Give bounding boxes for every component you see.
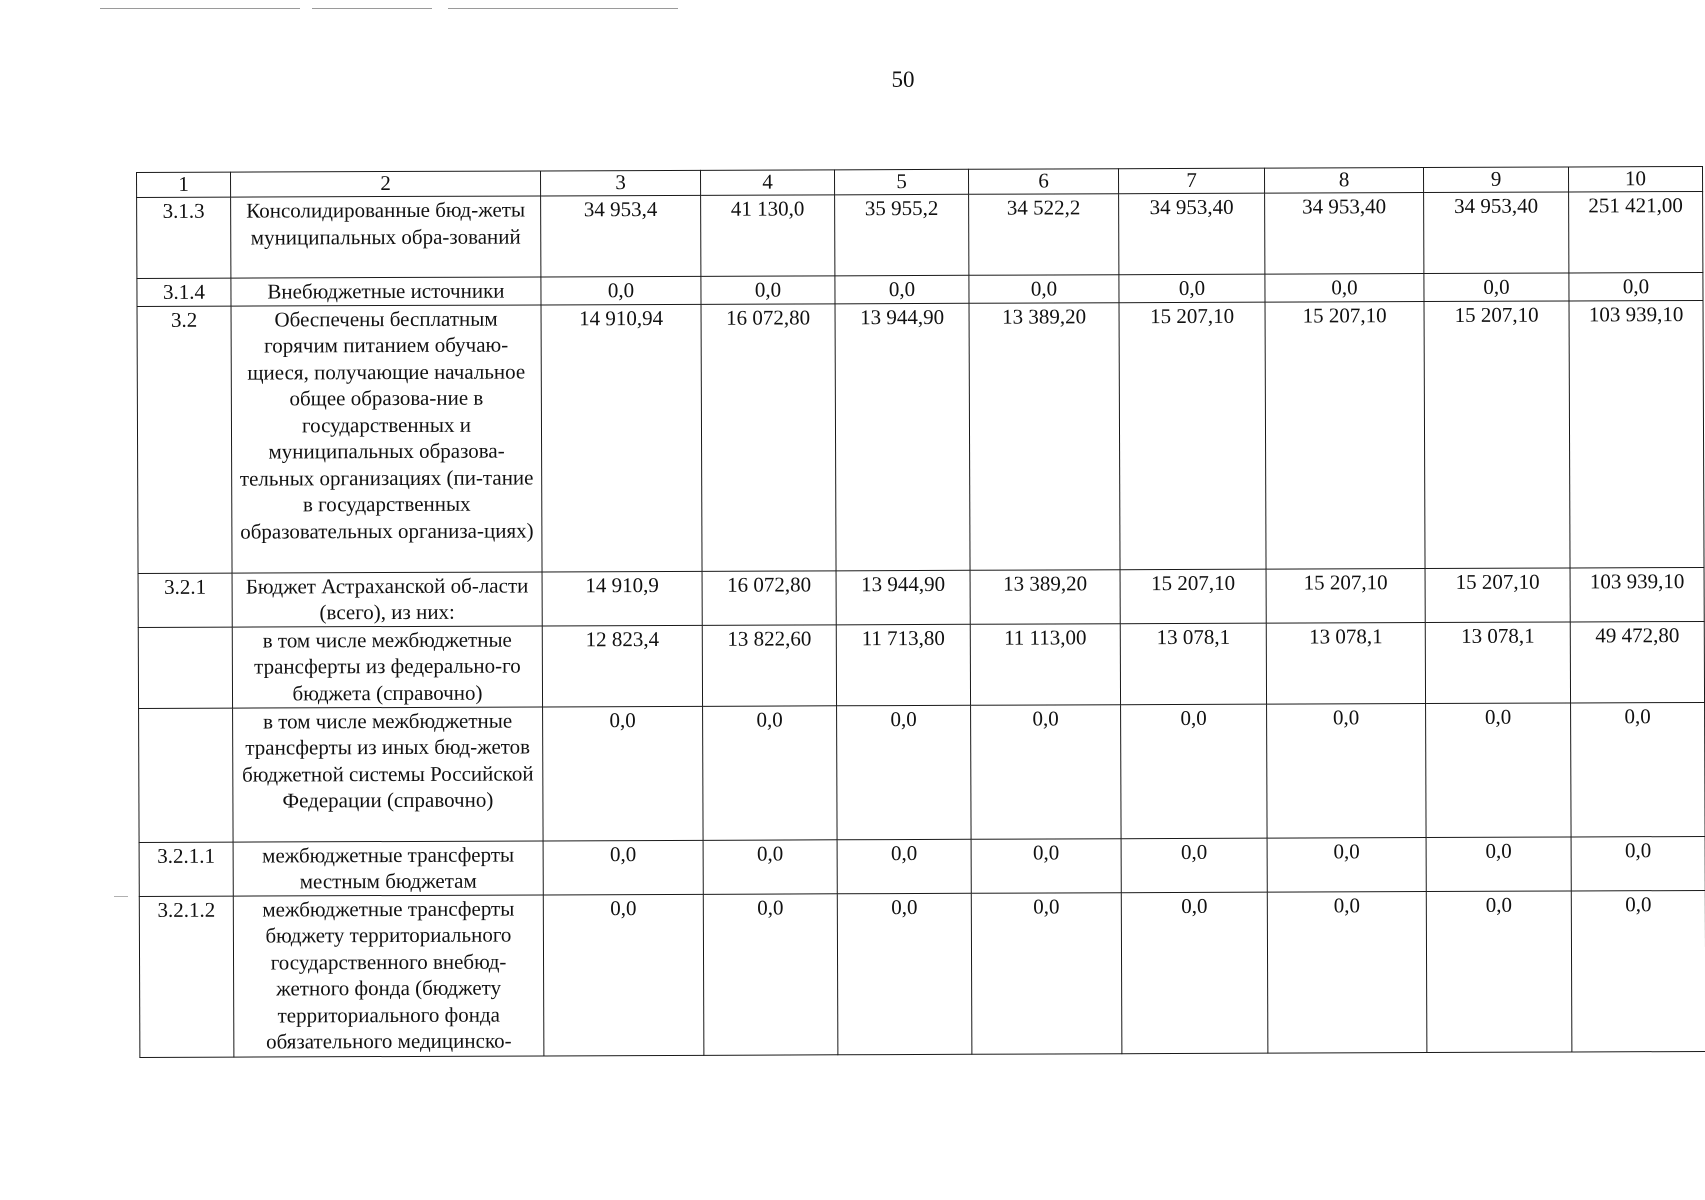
table-row xyxy=(139,890,1705,1057)
row-value: 13 822,60 xyxy=(702,624,836,706)
column-header: 8 xyxy=(1264,168,1423,194)
row-value: 49 472,80 xyxy=(1570,621,1704,703)
row-value: 0,0 xyxy=(835,275,969,303)
column-header: 3 xyxy=(540,170,700,196)
row-value: 0,0 xyxy=(1569,272,1703,300)
column-header: 6 xyxy=(968,169,1118,195)
row-value: 15 207,10 xyxy=(1425,567,1570,622)
row-value: 34 953,40 xyxy=(1265,193,1424,275)
row-value: 103 939,10 xyxy=(1569,300,1704,568)
row-name: в том числе межбюджетные трансферты из иных бюд-жетов бюджетной системы Российской Федерации (справочно) xyxy=(233,706,544,841)
row-code: 3.1.4 xyxy=(137,278,231,306)
row-code: 3.2.1.2 xyxy=(139,896,234,1057)
row-value: 16 072,80 xyxy=(701,303,836,571)
row-value: 0,0 xyxy=(1121,892,1268,1054)
row-code: 3.2.1 xyxy=(138,573,232,627)
row-value: 0,0 xyxy=(543,706,704,841)
column-header: 10 xyxy=(1568,166,1702,192)
row-value: 15 207,10 xyxy=(1424,300,1570,568)
row-code: 3.2 xyxy=(137,306,232,573)
row-value: 0,0 xyxy=(543,840,703,895)
table-row xyxy=(137,191,1703,278)
row-code: 3.1.3 xyxy=(137,197,231,278)
column-header: 2 xyxy=(231,171,541,197)
row-value: 0,0 xyxy=(543,894,704,1056)
row-value: 15 207,10 xyxy=(1119,302,1266,570)
row-value: 11 113,00 xyxy=(970,623,1120,705)
row-value: 15 207,10 xyxy=(1266,568,1425,623)
column-header: 9 xyxy=(1423,167,1568,193)
scan-artifact-line xyxy=(312,8,432,9)
table-row xyxy=(138,567,1704,627)
row-name: Внебюджетные источники xyxy=(231,277,541,306)
row-value: 0,0 xyxy=(837,705,972,840)
row-name: межбюджетные трансферты бюджету территориального государственного внебюд-жетного фонда (бюджету территориального фонда обязательного медицинско- xyxy=(233,894,544,1056)
row-value: 0,0 xyxy=(1119,274,1265,302)
page-number: 50 xyxy=(891,67,915,92)
table-row xyxy=(137,300,1704,573)
column-header: 1 xyxy=(137,172,231,197)
row-value: 16 072,80 xyxy=(702,570,836,625)
row-value: 35 955,2 xyxy=(835,194,969,276)
row-name: в том числе межбюджетные трансферты из федерально-го бюджета (справочно) xyxy=(232,625,542,707)
row-value: 34 953,40 xyxy=(1424,192,1569,274)
row-value: 0,0 xyxy=(1571,702,1705,837)
row-value: 0,0 xyxy=(1267,891,1427,1053)
table-row xyxy=(138,621,1704,708)
row-value: 11 713,80 xyxy=(836,624,970,706)
row-value: 13 944,90 xyxy=(836,570,970,625)
row-name: межбюджетные трансферты местным бюджетам xyxy=(233,840,543,895)
row-value: 0,0 xyxy=(971,892,1122,1054)
column-header: 5 xyxy=(834,169,968,195)
margin-mark xyxy=(114,896,128,897)
row-value: 13 078,1 xyxy=(1425,621,1570,703)
row-value: 13 389,20 xyxy=(969,302,1120,570)
row-value: 0,0 xyxy=(1571,836,1705,891)
column-header: 4 xyxy=(700,170,834,196)
row-code xyxy=(139,708,234,842)
row-value: 251 421,00 xyxy=(1569,191,1703,273)
budget-table xyxy=(136,166,1705,1058)
row-value: 0,0 xyxy=(971,838,1121,893)
row-value: 34 953,40 xyxy=(1119,193,1265,275)
row-value: 14 910,94 xyxy=(541,304,702,572)
row-value: 12 823,4 xyxy=(542,625,702,707)
row-value: 0,0 xyxy=(703,893,838,1055)
row-value: 0,0 xyxy=(837,893,972,1055)
table-row xyxy=(139,702,1705,842)
column-header: 7 xyxy=(1118,168,1264,194)
row-value: 14 910,9 xyxy=(542,571,702,626)
row-value: 0,0 xyxy=(1267,703,1427,838)
scan-artifact-line xyxy=(448,8,678,9)
row-value: 0,0 xyxy=(541,276,701,304)
row-value: 0,0 xyxy=(1571,890,1705,1052)
row-name: Обеспечены бесплатным горячим питанием обучаю-щиеся, получающие начальное общее образова-ние в государственных и муниципальных образова-тельных организациях (пи-тание в государственных образовательных организа-циях) xyxy=(231,304,542,572)
row-code: 3.2.1.1 xyxy=(139,842,233,896)
row-value: 0,0 xyxy=(971,704,1122,839)
row-code xyxy=(138,627,232,708)
row-value: 0,0 xyxy=(701,276,835,304)
row-value: 34 953,4 xyxy=(541,195,701,277)
row-value: 0,0 xyxy=(1426,836,1571,891)
row-value: 0,0 xyxy=(1267,837,1426,892)
row-value: 41 130,0 xyxy=(701,195,835,277)
row-value: 13 078,1 xyxy=(1266,622,1425,704)
scan-artifact-line xyxy=(100,8,300,9)
row-value: 0,0 xyxy=(1121,704,1268,839)
row-value: 13 389,20 xyxy=(970,569,1120,624)
row-value: 13 944,90 xyxy=(835,303,970,571)
row-value: 0,0 xyxy=(703,839,837,894)
row-value: 15 207,10 xyxy=(1120,569,1266,624)
row-value: 0,0 xyxy=(969,275,1119,303)
row-value: 0,0 xyxy=(1265,274,1424,302)
row-name: Бюджет Астраханской об-ласти (всего), из них: xyxy=(232,571,542,626)
row-value: 0,0 xyxy=(1121,838,1267,893)
row-value: 13 078,1 xyxy=(1120,623,1266,705)
row-value: 0,0 xyxy=(837,839,971,894)
row-value: 103 939,10 xyxy=(1570,567,1704,622)
row-value: 0,0 xyxy=(1426,702,1572,837)
row-value: 15 207,10 xyxy=(1265,301,1425,569)
row-value: 0,0 xyxy=(703,705,838,840)
table-row xyxy=(139,836,1705,896)
row-name: Консолидированные бюд-жеты муниципальных обра-зований xyxy=(231,196,541,278)
row-value: 34 522,2 xyxy=(969,194,1119,276)
row-value: 0,0 xyxy=(1426,890,1572,1052)
row-value: 0,0 xyxy=(1424,273,1569,301)
